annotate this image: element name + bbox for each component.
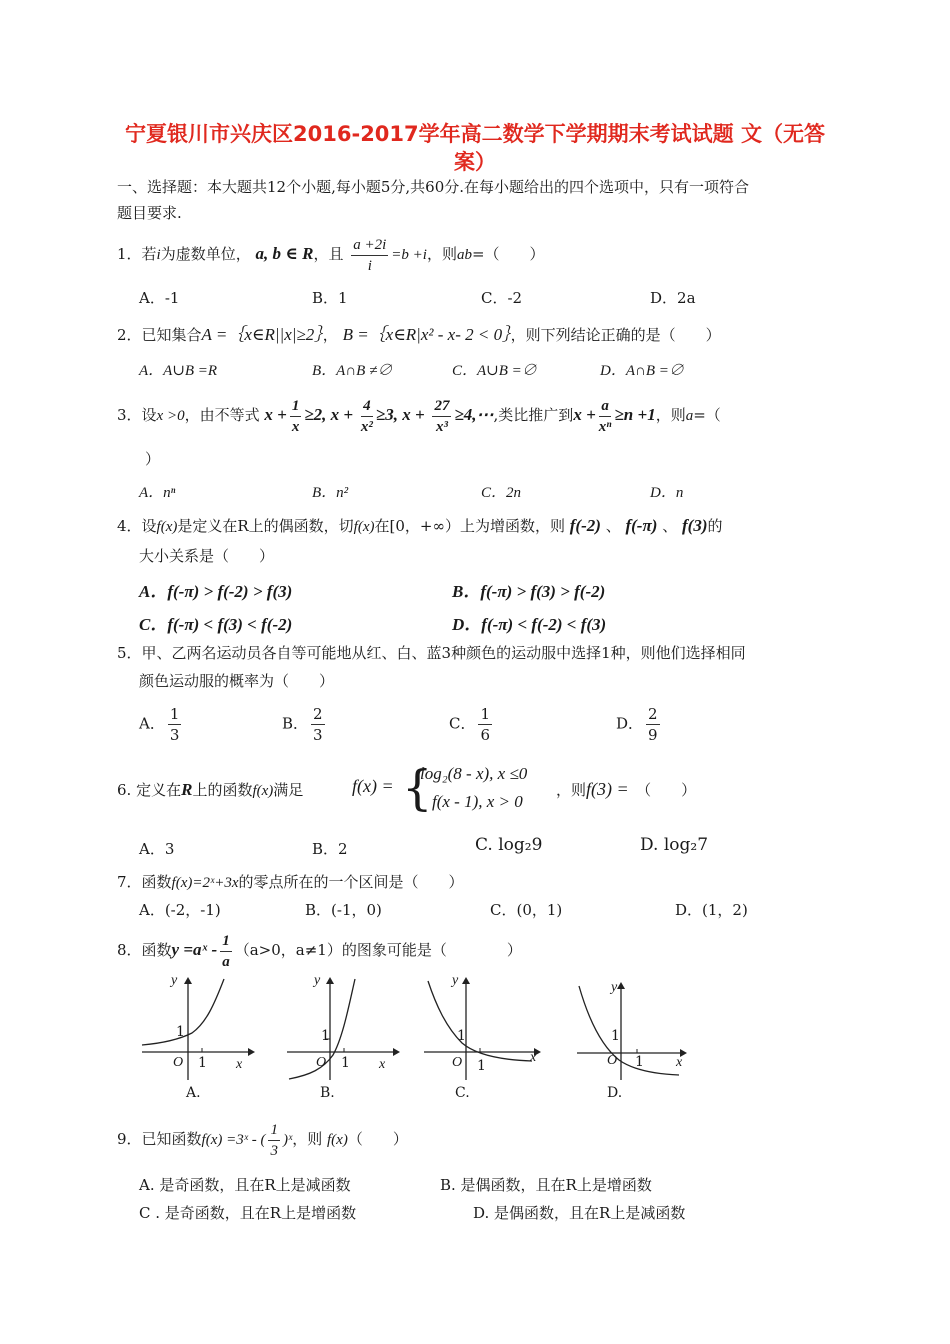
graph-b-label: B. — [320, 1085, 335, 1101]
q6-piecewise-lhs: f(x) = — [352, 776, 394, 796]
q5-option-d: D． $\frac{2}{9}$ — [616, 705, 658, 744]
q7-option-a: A．(-2，-1) — [139, 901, 221, 919]
graph-d-curve — [579, 986, 679, 1075]
graph-c-xone: 1 — [477, 1058, 486, 1074]
question-5-line2: 颜色运动服的概率为（ ） — [139, 672, 335, 690]
graph-a-y-label: y — [171, 973, 178, 988]
q2-option-c: C．A∪B =∅ — [452, 363, 537, 379]
q5-option-c: C． $\frac{1}{6}$ — [449, 705, 491, 744]
q2-option-d: D．A∩B =∅ — [600, 363, 684, 379]
q2-option-b: B．A∩B ≠∅ — [312, 363, 393, 379]
question-4-line1: 4．设f(x)是定义在R上的偶函数，切f(x)在[0，+∞）上为增函数，则 f(-2) 、 f(-π) 、 f(3)的 — [117, 516, 723, 535]
graph-b-x-label: x — [379, 1057, 386, 1072]
question-5-line1: 5．甲、乙两名运动员各自等可能地从红、白、蓝3种颜色的运动服中选择1种，则他们选择相同 — [117, 644, 746, 662]
q6-brace: { — [402, 760, 433, 816]
graph-b-xone: 1 — [341, 1055, 350, 1071]
graph-a-origin: O — [173, 1055, 184, 1070]
q6-option-d: D. log₂7 — [640, 835, 709, 855]
q6-option-a: A．3 — [139, 840, 175, 858]
graph-b-origin: O — [316, 1055, 327, 1070]
question-4-line2: 大小关系是（ ） — [139, 547, 275, 565]
q9-option-b: B. 是偶函数，且在R上是增函数 — [440, 1176, 652, 1194]
q3-option-c: C．2n — [481, 485, 522, 501]
graph-a-yone: 1 — [176, 1024, 185, 1040]
graph-c-yone: 1 — [457, 1028, 466, 1044]
graph-d-yone: 1 — [611, 1028, 620, 1044]
question-1: 1．若i为虚数单位， a, b ∈ R，且 $\frac{a +2i}{i}$ =b +i，则ab=（ ） — [117, 236, 545, 274]
q5-option-b: B． $\frac{2}{3}$ — [282, 705, 323, 744]
graph-d-x-label: x — [676, 1055, 683, 1070]
question-8: 8．函数y =aˣ - $\frac{1}{a}$ （a>0，a≠1）的图象可能是（ ） — [117, 932, 522, 970]
q6-option-b: B．2 — [312, 840, 348, 858]
q1-option-d: D．2a — [650, 289, 696, 307]
question-9: 9．已知函数f(x) =3ˣ - ( $\frac{1}{3}$ )ˣ，则 f(x)（ ） — [117, 1121, 408, 1159]
graph-a-label: A. — [186, 1085, 201, 1101]
q4-option-a: A．f(-π) > f(-2) > f(3) — [139, 582, 293, 601]
q4-option-c: C．f(-π) < f(3) < f(-2) — [139, 615, 293, 634]
q6-question: ，则f(3) = （ ） — [556, 779, 697, 799]
graph-d — [575, 980, 690, 1090]
graph-d-y-label: y — [611, 980, 618, 995]
q1-option-c: C．-2 — [481, 289, 523, 307]
q3-option-a: A．nⁿ — [139, 485, 176, 501]
graph-a-x-label: x — [236, 1057, 243, 1072]
q6-case-2: f(x - 1), x > 0 — [432, 792, 523, 811]
paper-title-line2: 案） — [454, 150, 496, 174]
question-3: 3．设x >0，由不等式 x + $\frac{1}{x}$ ≥2, x + $\frac{4}{\text{x²}}$ ≥3, x + $\frac{27}{\text{x³}}$ ≥4,⋯,类比推广到x + $\frac{a}{\text{xⁿ}}$ ≥n +1，则a=（ — [117, 397, 721, 435]
graph-c-y-label: y — [452, 973, 459, 988]
question-7: 7．函数f(x)=2ˣ+3x的零点所在的一个区间是（ ） — [117, 873, 464, 891]
paper-title-line1: 宁夏银川市兴庆区2016-2017学年高二数学下学期期末考试试题 文（无答 — [125, 122, 825, 146]
q7-option-c: C．(0，1) — [490, 901, 563, 919]
graph-d-label: D. — [607, 1085, 623, 1101]
graph-b-yone: 1 — [321, 1028, 330, 1044]
question-2: 2．已知集合A =｛x∈R||x|≥2｝， B =｛x∈R|x² - x- 2 < 0｝，则下列结论正确的是（ ） — [117, 325, 721, 344]
q4-option-d: D．f(-π) < f(-2) < f(3) — [452, 615, 607, 634]
graph-c-origin: O — [452, 1055, 463, 1070]
graph-c-x-label: x — [530, 1050, 537, 1065]
section-instructions-line2: 题目要求. — [117, 204, 182, 222]
q6-case-1: log₂(8 - x), x ≤0 — [420, 764, 528, 783]
q1-option-a: A．-1 — [139, 289, 180, 307]
question-6: 6. 定义在R上的函数f(x)满足 — [117, 780, 304, 799]
q1-option-b: B．1 — [312, 289, 348, 307]
q9-option-a: A. 是奇函数，且在R上是减函数 — [139, 1176, 351, 1194]
q9-option-d: D. 是偶函数，且在R上是减函数 — [473, 1204, 686, 1222]
section-instructions-line1: 一、选择题：本大题共12个小题,每小题5分,共60分.在每小题给出的四个选项中，只有一项符合 — [117, 178, 750, 196]
q5-option-a: A． $\frac{1}{3}$ — [139, 705, 180, 744]
graph-d-origin: O — [607, 1053, 618, 1068]
q3-option-d: D．n — [650, 485, 684, 501]
q7-option-d: D．(1，2) — [675, 901, 748, 919]
graph-d-xone: 1 — [635, 1054, 644, 1070]
q4-option-b: B．f(-π) > f(3) > f(-2) — [452, 582, 606, 601]
q3-option-b: B．n² — [312, 485, 349, 501]
q9-option-c: C . 是奇函数，且在R上是增函数 — [139, 1204, 357, 1222]
q3-line2: ） — [145, 450, 161, 468]
graph-a-xone: 1 — [198, 1055, 207, 1071]
q7-option-b: B．(-1，0) — [305, 901, 382, 919]
graph-b-y-label: y — [314, 973, 321, 988]
q6-option-c: C. log₂9 — [475, 835, 543, 855]
graph-c-label: C. — [455, 1085, 470, 1101]
q2-option-a: A．A∪B =R — [139, 363, 218, 379]
